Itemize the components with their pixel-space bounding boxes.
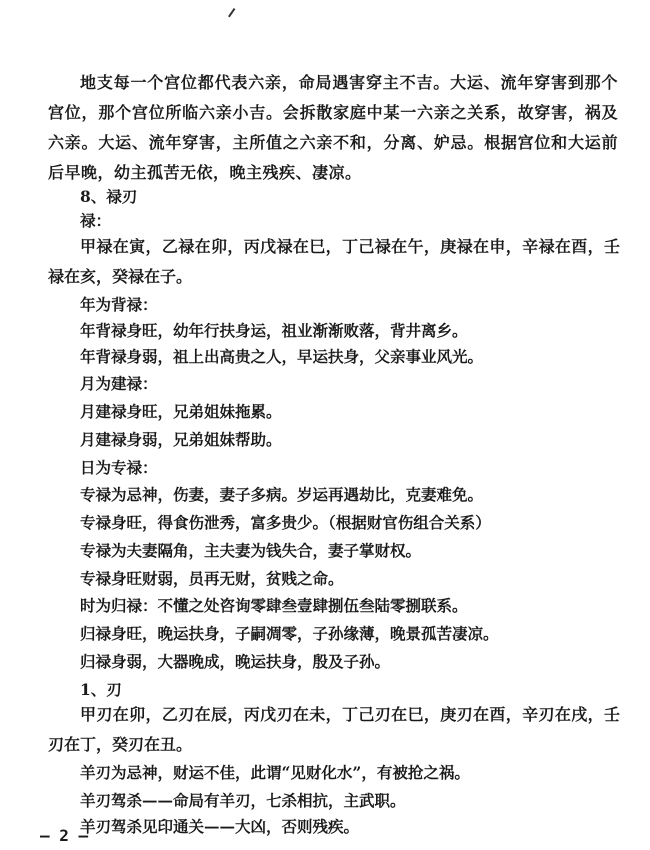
lu-label: 禄： (80, 211, 112, 230)
lu-list-paragraph: 甲禄在寅，乙禄在卯，丙戊禄在巳，丁己禄在午，庚禄在申，辛禄在酉，壬禄在亥，癸禄在子。 (48, 237, 620, 286)
ren-line-3: 羊刃驾杀见印通关——大凶，否则残疾。 (80, 817, 360, 836)
hour-line-1: 归禄身旺，晚运扶身，子嗣凋零，子孙缘薄，晚景孤苦凄凉。 (80, 624, 499, 643)
ren-line-2: 羊刃驾杀——命局有羊刃，七杀相抗，主武职。 (80, 791, 406, 810)
day-line-2: 专禄身旺，得食伤泄秀，富多贵少。（根据财官伤组合关系） (80, 513, 491, 532)
pen-mark (228, 8, 242, 22)
month-heading: 月为建禄： (80, 374, 158, 393)
month-line-1: 月建禄身旺，兄弟姐妹拖累。 (80, 402, 282, 421)
year-line-2: 年背禄身弱，祖上出高贵之人，早运扶身，父亲事业风光。 (80, 347, 484, 366)
section-heading-lu-ren: 8、禄刃 (80, 187, 138, 206)
day-line-3: 专禄为夫妻隔角，主夫妻为钱失合，妻子掌财权。 (80, 541, 422, 560)
month-line-2: 月建禄身弱，兄弟姐妹帮助。 (80, 430, 282, 449)
page-number: – 2 – (40, 826, 89, 845)
intro-paragraph: 地支每一个宫位都代表六亲，命局遇害穿主不吉。大运、流年穿害到那个宫位，那个宫位所临六亲小吉。会拆散家庭中某一六亲之关系，故穿害，祸及六亲。大运、流年穿害，主所值之六亲不和，分离、妒忌。根据宫位和大运前后早晚，幼主孤苦无依，晚主残疾、凄凉。 (48, 73, 618, 182)
year-line-1: 年背禄身旺，幼年行扶身运，祖业渐渐败落，背井离乡。 (80, 321, 468, 340)
hour-line-2: 归禄身弱，大器晚成，晚运扶身，殷及子孙。 (80, 652, 391, 671)
ren-list-paragraph: 甲刃在卯，乙刃在辰，丙戊刃在未，丁己刃在巳，庚刃在酉，辛刃在戌，壬刃在丁，癸刃在丑。 (48, 705, 620, 754)
ren-heading: 1、刃 (80, 680, 122, 699)
year-heading: 年为背禄： (80, 295, 158, 314)
day-line-1: 专禄为忌神，伤妻，妻子多病。岁运再遇劫比，克妻难免。 (80, 485, 484, 504)
day-heading: 日为专禄： (80, 458, 158, 477)
hour-heading: 时为归禄：不懂之处咨询零肆叁壹肆捌伍叁陆零捌联系。 (80, 596, 468, 615)
day-line-4: 专禄身旺财弱，员再无财，贫贱之命。 (80, 569, 344, 588)
ren-line-1: 羊刃为忌神，财运不佳，此谓“见财化水”，有被抢之祸。 (80, 763, 470, 782)
